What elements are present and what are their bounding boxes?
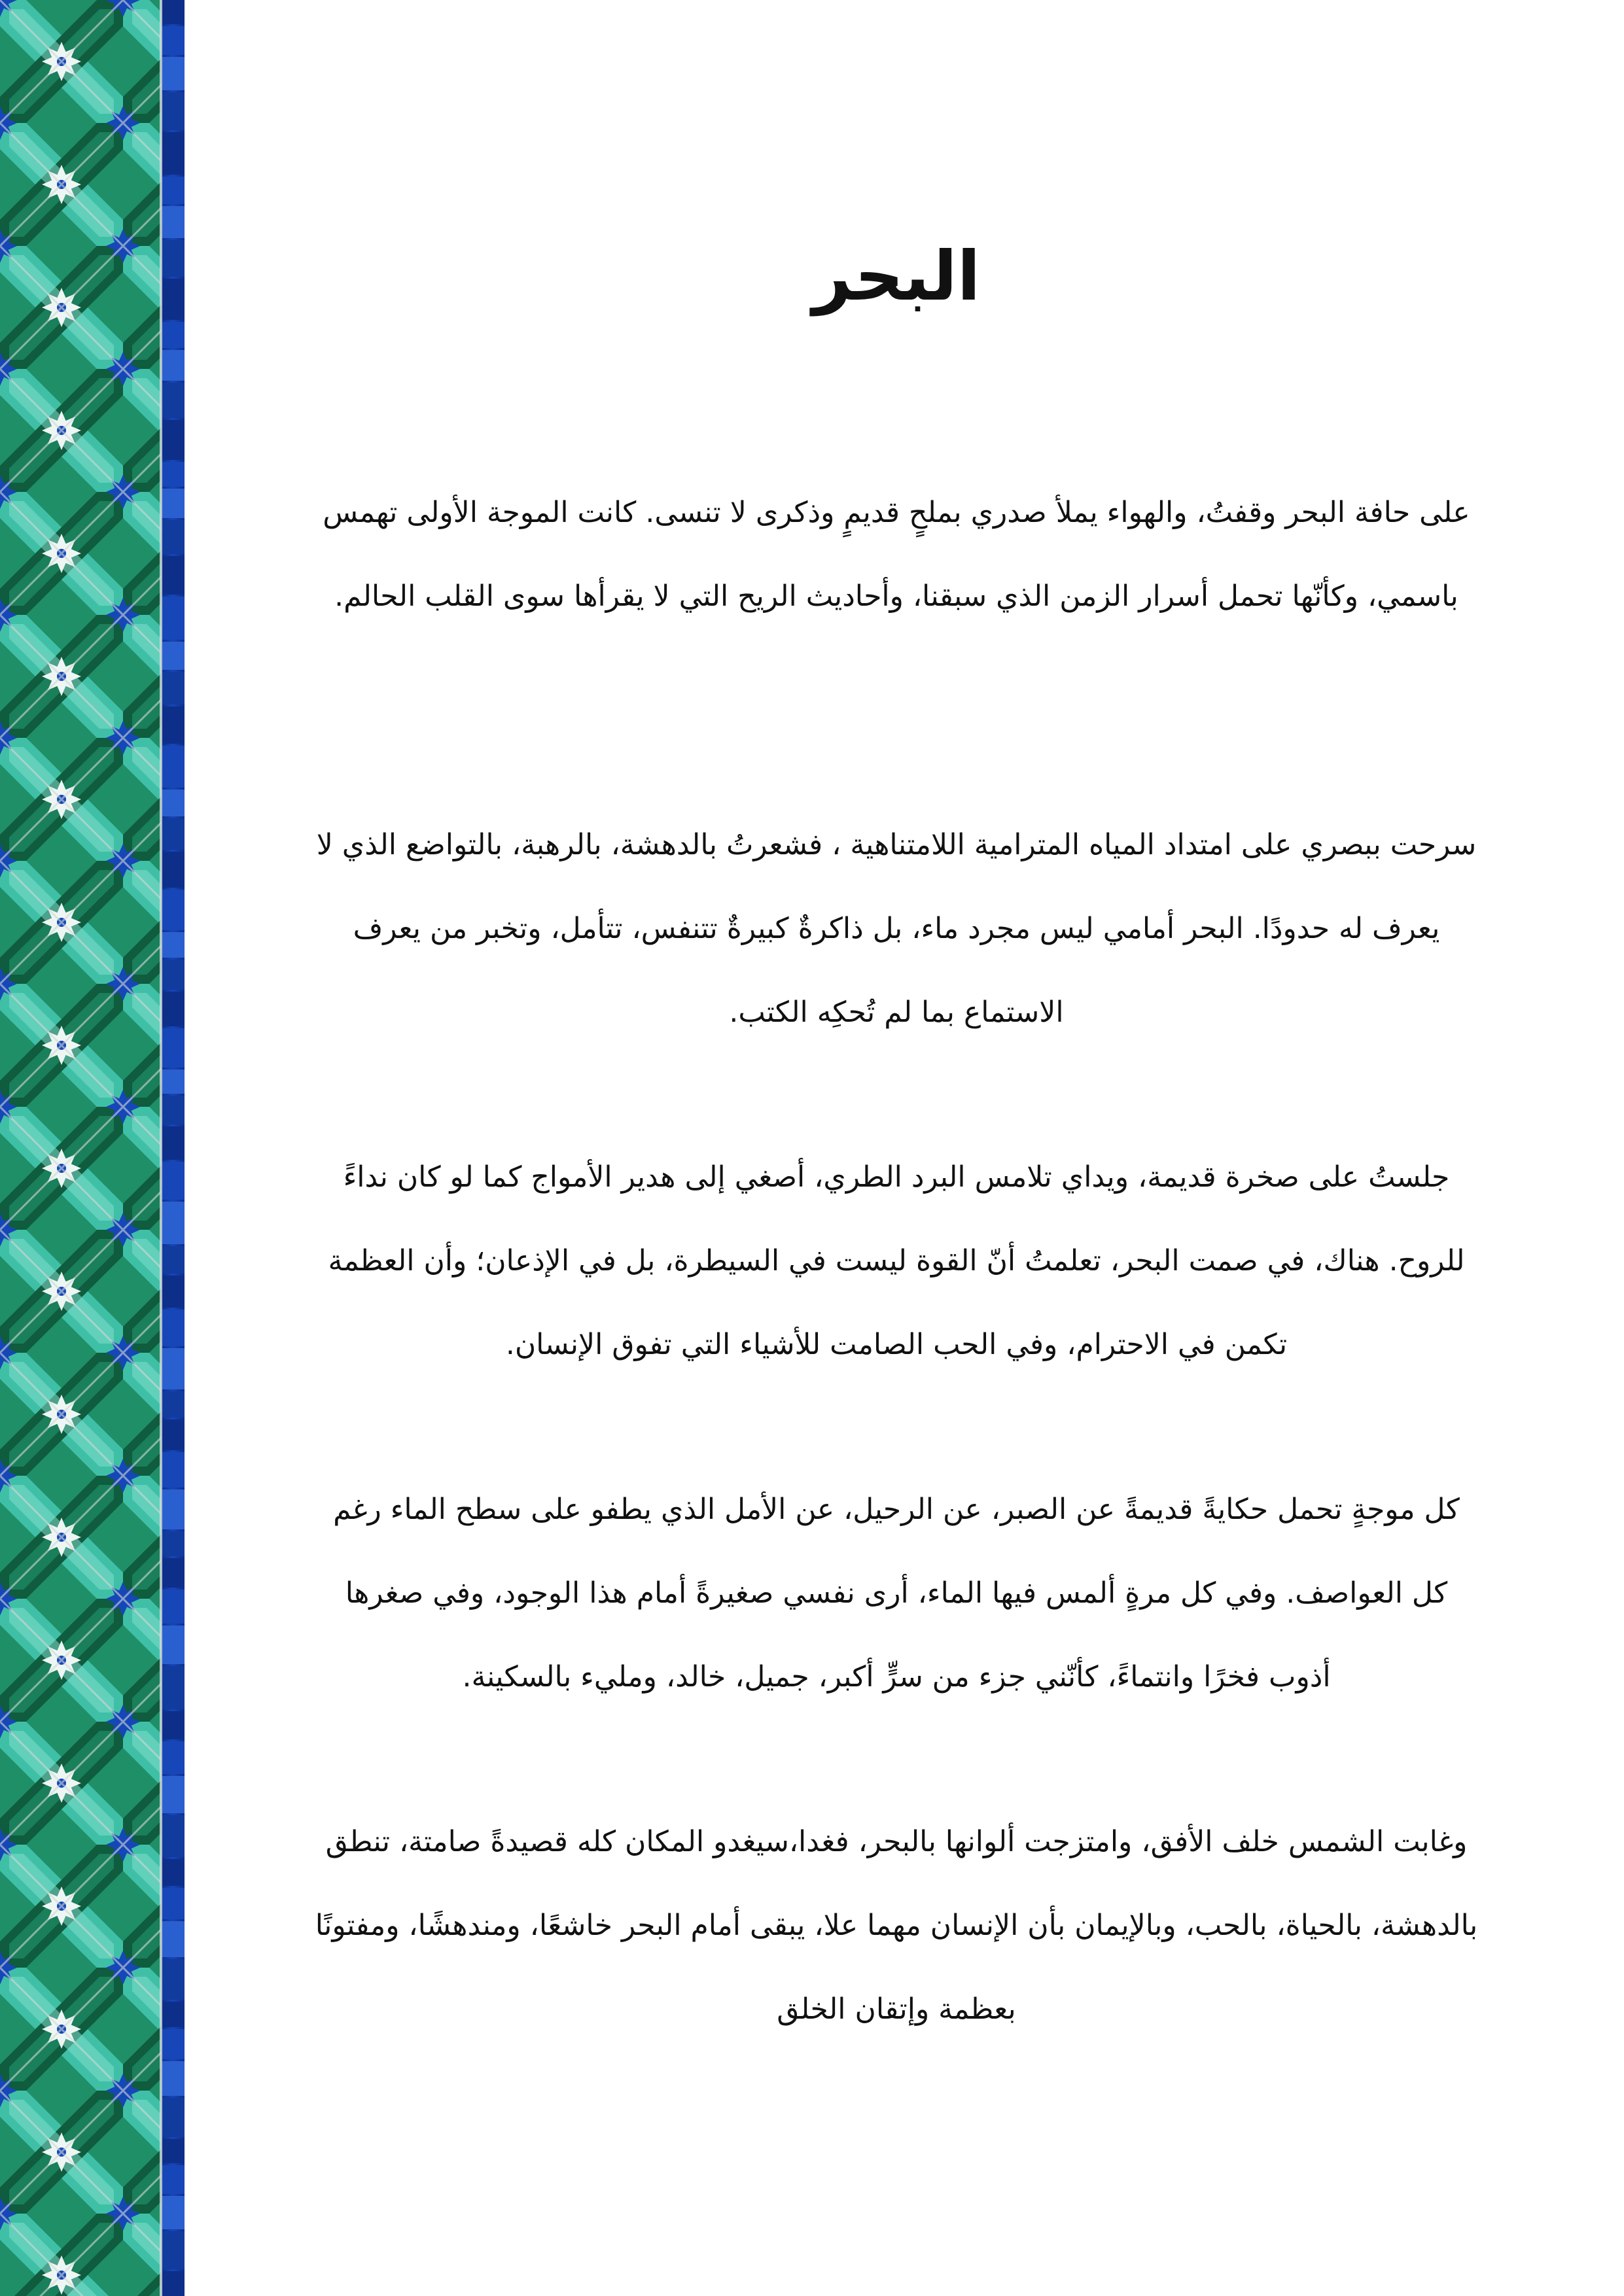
- border-tile: [162, 2002, 185, 2027]
- border-tile: [162, 1096, 185, 1124]
- border-tile: [162, 2196, 185, 2229]
- border-tile: [162, 2139, 185, 2163]
- border-tile: [162, 2271, 185, 2296]
- border-tile: [162, 177, 185, 204]
- border-tile: [162, 556, 185, 595]
- border-tile: [162, 1162, 185, 1200]
- border-tile: [162, 1070, 185, 1094]
- border-tile: [162, 26, 185, 55]
- border-tile: [162, 1666, 185, 1709]
- border-tile: [162, 1246, 185, 1274]
- border-tile: [162, 1741, 185, 1774]
- border-tile: [162, 818, 185, 850]
- border-tile: [162, 1921, 185, 1957]
- border-tile: [162, 57, 185, 90]
- border-tile: [162, 2029, 185, 2059]
- paragraph-3: جلستُ على صخرة قديمة، ويداي تلامس البرد الطري، أصغي إلى هدير الأمواج كما لو كان نداءً للروح. هناك، في صمت البحر، تعلمتُ أنّ القوة ليست في السيطرة، بل في الإذعان؛ وأن العظمة تكمن في الاحترام، وفي الحب الصامت للأشياء التي تفوق الإنسان.: [328, 1160, 1465, 1361]
- border-tile: [162, 1859, 185, 1886]
- border-tile: [162, 1626, 185, 1664]
- border-tile: [162, 1419, 185, 1450]
- border-tile: [162, 1776, 185, 1813]
- border-tile: [162, 1391, 185, 1418]
- border-tile: [162, 2231, 185, 2269]
- border-tile: [162, 890, 185, 930]
- border-tile: [162, 383, 185, 418]
- border-tile: [162, 132, 185, 175]
- paragraph-1: على حافة البحر وقفتُ، والهواء يملأ صدري بملحٍ قديمٍ وذكرى لا تنسى. كانت الموجة الأولى تهمس باسمي، وكأنّها تحمل أسرار الزمن الذي سبقنا، وأحاديث الريح التي لا يقرأها سوى القلب الحالم.: [323, 496, 1470, 613]
- border-tile: [162, 1310, 185, 1346]
- border-tile: [162, 1959, 185, 2000]
- border-tile: [162, 1531, 185, 1556]
- border-tile: [162, 992, 185, 1026]
- border-tile: [162, 1558, 185, 1588]
- border-tile: [162, 1028, 185, 1068]
- border-tile: [162, 206, 185, 238]
- border-tile: [162, 1815, 185, 1857]
- paragraph-2: سرحت ببصري على امتداد المياه المترامية اللامتناهية ، فشعرتُ بالدهشة، بالرهبة، بالتواضع الذي لا يعرف له حدودًا. البحر أمامي ليس مجرد ماء، بل ذاكرةٌ كبيرةٌ تتنفس، تتأمل، وتخبر من يعرف الاستماع بما لم تُحكِه الكتب.: [316, 828, 1477, 1029]
- border-tile: [162, 2061, 185, 2096]
- article: [275, 0, 1518, 2296]
- border-tile: [162, 462, 185, 487]
- border-tile: [162, 852, 185, 888]
- mosaic-pattern-icon: [0, 0, 185, 2296]
- border-tile: [162, 1452, 185, 1487]
- border-tile: [162, 1348, 185, 1389]
- border-tile: [162, 597, 185, 640]
- border-tile: [162, 790, 185, 816]
- border-tile: [162, 1888, 185, 1919]
- page-title: البحر: [812, 236, 981, 316]
- border-tile: [162, 420, 185, 460]
- border-tile: [162, 520, 185, 554]
- border-tile: [162, 1711, 185, 1739]
- border-tile: [162, 2098, 185, 2137]
- paragraph-5: وغابت الشمس خلف الأفق، وامتزجت ألوانها بالبحر، فغدا،سيغدو المكان كله قصيدةً صامتة، تنطق بالدهشة، بالحياة، بالحب، وبالإيمان بأن الإنسان مهما علا، يبقى أمام البحر خاشعًا، ومندهشًا، ومفتونًا بعظمة وإتقان الخلق: [315, 1825, 1478, 2026]
- border-tile: [162, 746, 185, 788]
- border-tile: [162, 1276, 185, 1308]
- border-tile: [162, 240, 185, 277]
- border-tile: [162, 2165, 185, 2194]
- border-tile: [162, 1126, 185, 1160]
- border-tile: [162, 350, 185, 381]
- border-tile: [162, 672, 185, 704]
- border-tile: [162, 489, 185, 518]
- paragraph-4: كل موجةٍ تحمل حكايةً قديمةً عن الصبر، عن الرحيل، عن الأمل الذي يطفو على سطح الماء رغم كل العواصف. وفي كل مرةٍ ألمس فيها الماء، أرى نفسي صغيرةً أمام هذا الوجود، وفي صغرها أذوب فخرًا وانتماءً، كأنّني جزء من سرٍّ أكبر، جميل، خالد، ومليء بالسكينة.: [333, 1493, 1460, 1694]
- zellige-mosaic-border-icon: [0, 0, 185, 2296]
- border-tile: [162, 1489, 185, 1529]
- border-tile: [162, 642, 185, 670]
- border-tile: [162, 960, 185, 990]
- border-tile: [162, 0, 185, 24]
- border-tile: [162, 92, 185, 130]
- border-tile: [162, 932, 185, 958]
- border-tile: [162, 1590, 185, 1624]
- border-tile: [162, 279, 185, 320]
- border-tile: [162, 322, 185, 348]
- border-tile: [162, 1202, 185, 1244]
- border-tile: [162, 706, 185, 744]
